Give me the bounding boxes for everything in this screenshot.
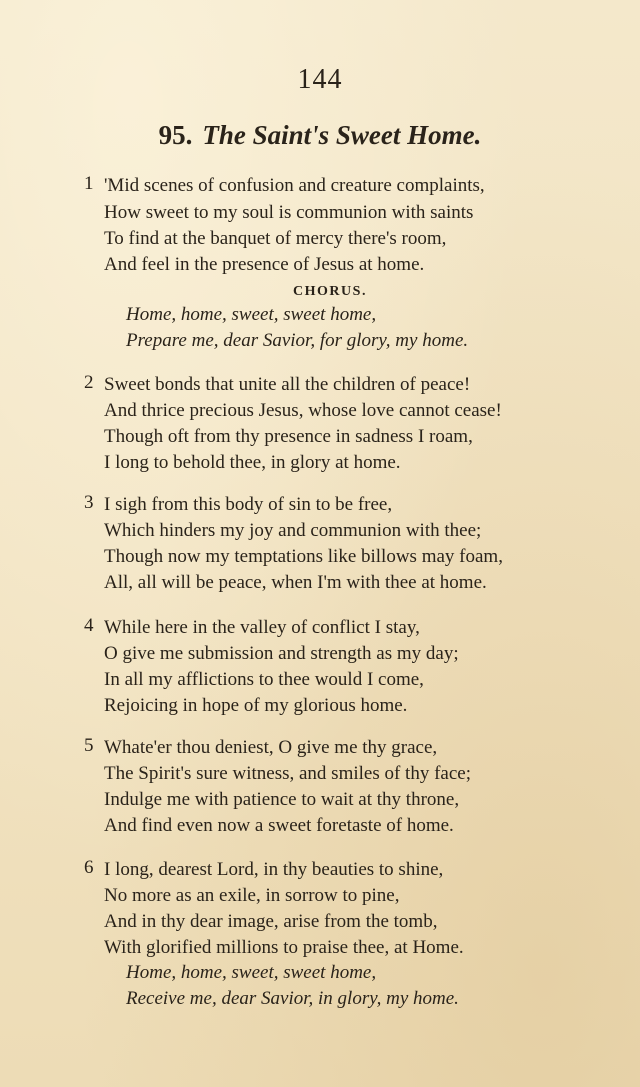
chorus-line: Home, home, sweet, sweet home, <box>126 304 377 325</box>
verse-line: I sigh from this body of sin to be free, <box>104 494 393 515</box>
final-chorus-line: Home, home, sweet, sweet home, <box>126 962 377 983</box>
verse-line: Whate'er thou deniest, O give me thy grace, <box>104 737 438 758</box>
chorus-label: CHORUS. <box>293 284 367 299</box>
verse-line: Though now my temptations like billows may foam, <box>104 546 503 567</box>
verse-line: And in thy dear image, arise from the tomb, <box>104 911 438 932</box>
stanza-number: 3 <box>84 492 94 513</box>
verse-line: To find at the banquet of mercy there's room, <box>104 228 447 249</box>
verse-line: How sweet to my soul is communion with saints <box>104 202 474 223</box>
stanza-number: 1 <box>84 173 94 194</box>
verse-line: And thrice precious Jesus, whose love cannot cease! <box>104 400 502 421</box>
stanza-number: 6 <box>84 857 94 878</box>
verse-line: 'Mid scenes of confusion and creature complaints, <box>104 175 485 196</box>
stanza-number: 2 <box>84 372 94 393</box>
verse-line: Sweet bonds that unite all the children of peace! <box>104 374 471 395</box>
verse-line: All, all will be peace, when I'm with thee at home. <box>104 572 487 593</box>
verse-line: And find even now a sweet foretaste of home. <box>104 815 454 836</box>
verse-line: Indulge me with patience to wait at thy throne, <box>104 789 460 810</box>
stanza-number: 4 <box>84 615 94 636</box>
verse-line: O give me submission and strength as my day; <box>104 643 459 664</box>
hymn-title <box>0 120 640 151</box>
verse-line: While here in the valley of conflict I stay, <box>104 617 420 638</box>
hymn-number: 95. <box>158 120 193 150</box>
stanza-number: 5 <box>84 735 94 756</box>
final-chorus-line: Receive me, dear Savior, in glory, my home. <box>126 988 459 1009</box>
verse-line: I long, dearest Lord, in thy beauties to shine, <box>104 859 444 880</box>
chorus-line: Prepare me, dear Savior, for glory, my home. <box>126 330 469 351</box>
page-number: 144 <box>297 64 343 95</box>
verse-line: And feel in the presence of Jesus at home. <box>104 254 425 275</box>
hymn-title-text: The Saint's Sweet Home. <box>202 120 482 150</box>
verse-line: I long to behold thee, in glory at home. <box>104 452 401 473</box>
verse-line: Though oft from thy presence in sadness I roam, <box>104 426 473 447</box>
verse-line: With glorified millions to praise thee, at Home. <box>104 937 464 958</box>
verse-line: No more as an exile, in sorrow to pine, <box>104 885 400 906</box>
verse-line: Which hinders my joy and communion with thee; <box>104 520 482 541</box>
verse-line: Rejoicing in hope of my glorious home. <box>104 695 408 716</box>
verse-line: The Spirit's sure witness, and smiles of thy face; <box>104 763 471 784</box>
verse-line: In all my afflictions to thee would I come, <box>104 669 424 690</box>
